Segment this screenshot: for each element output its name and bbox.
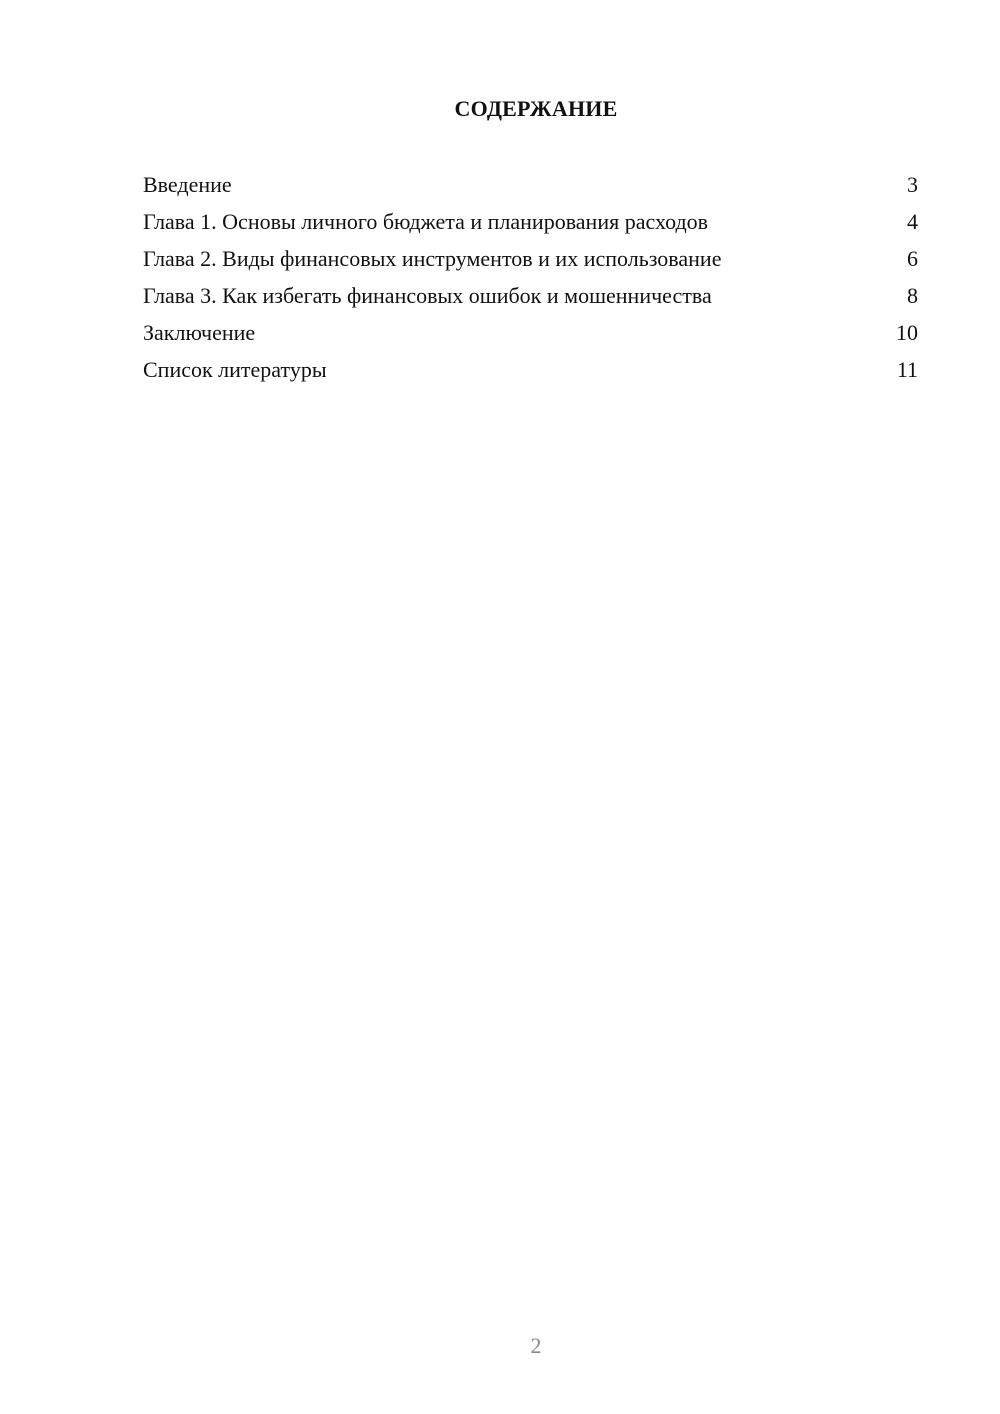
toc-entry-page: 4	[907, 209, 918, 234]
toc-entry-title: Глава 1. Основы личного бюджета и планирования расходов	[143, 209, 709, 234]
toc-entry-page: 10	[896, 320, 918, 345]
toc-entry-introduction	[143, 170, 918, 207]
toc-entry-title: Введение	[143, 172, 232, 197]
page-number: 2	[530, 1333, 542, 1358]
toc-entry-page: 8	[907, 283, 918, 308]
toc-entry-page: 3	[907, 172, 918, 197]
toc-entry-references	[143, 355, 918, 392]
toc-list	[143, 170, 918, 392]
toc-entry-chapter-2	[143, 244, 918, 281]
toc-entry-conclusion	[143, 318, 918, 355]
toc-entry-chapter-3	[143, 281, 918, 318]
toc-entry-page: 11	[896, 357, 918, 382]
toc-entry-title: Список литературы	[143, 357, 327, 382]
toc-entry-chapter-1	[143, 207, 918, 244]
toc-entry-page: 6	[907, 246, 918, 271]
toc-entry-title: Глава 3. Как избегать финансовых ошибок и мошенничества	[143, 283, 712, 308]
toc-entry-title: Заключение	[143, 320, 256, 345]
toc-entry-title: Глава 2. Виды финансовых инструментов и их использование	[143, 246, 722, 271]
toc-heading: СОДЕРЖАНИЕ	[454, 96, 618, 121]
